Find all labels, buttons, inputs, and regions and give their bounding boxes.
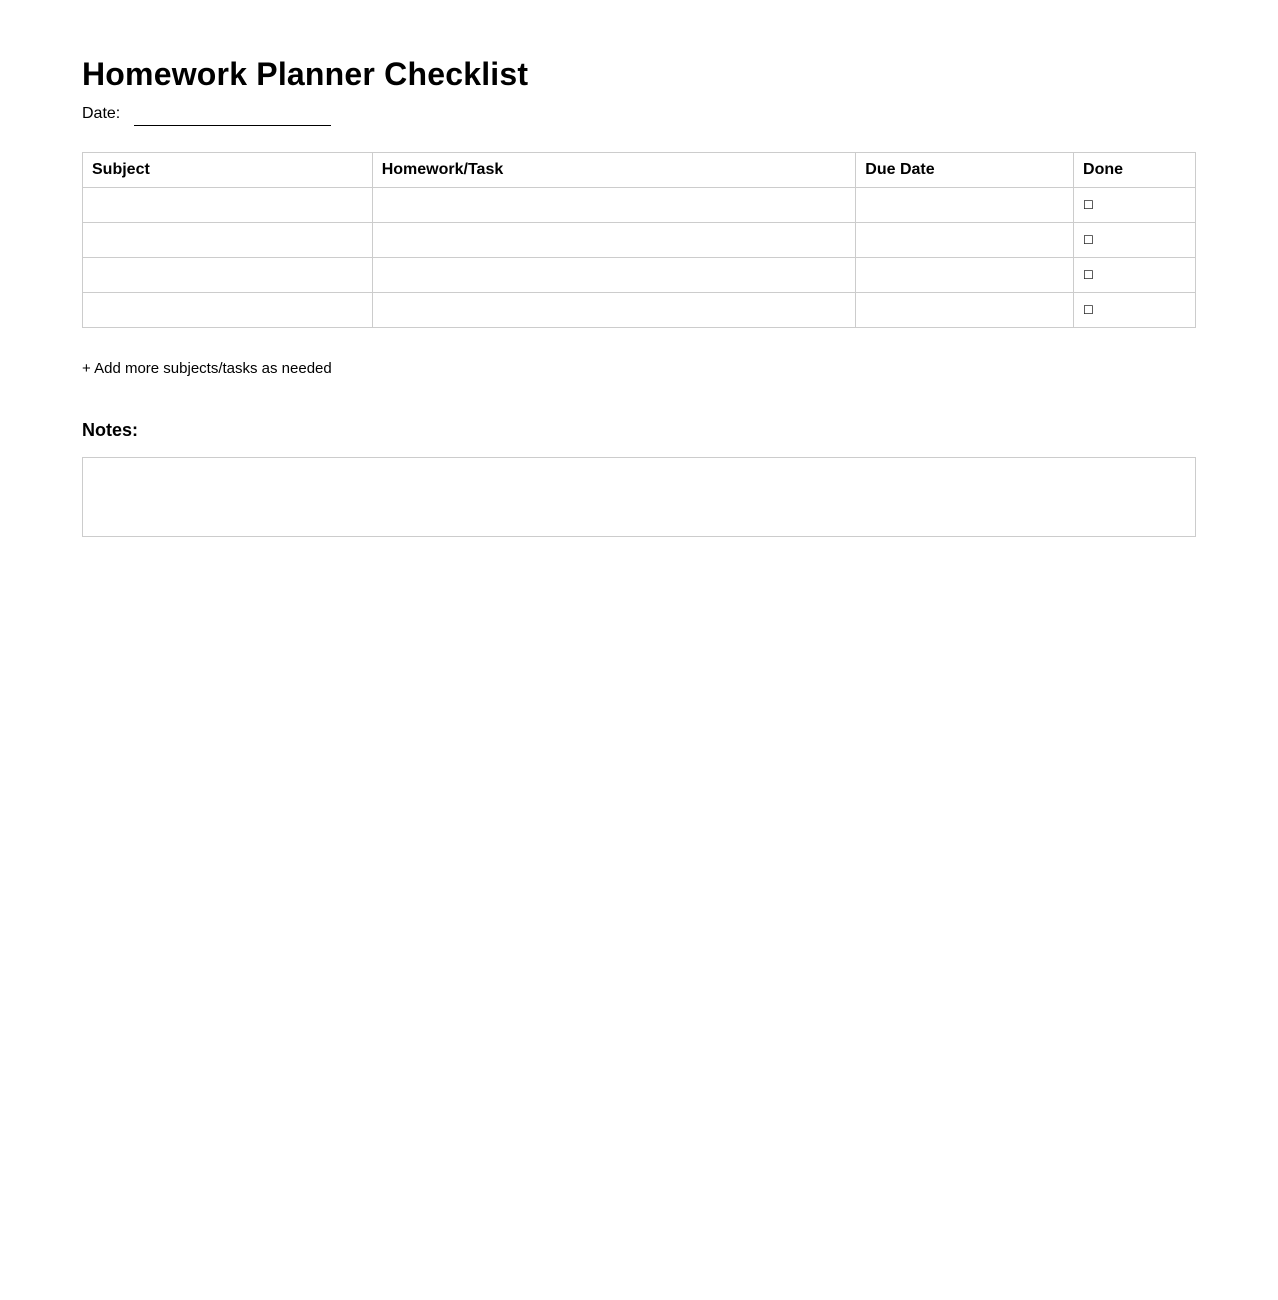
checkbox-icon[interactable]: ☐ xyxy=(1083,233,1094,247)
table-row xyxy=(83,223,1196,258)
homework-table xyxy=(82,152,1196,328)
due-date-cell[interactable] xyxy=(856,258,1074,293)
date-field[interactable] xyxy=(134,108,331,126)
notes-heading: Notes: xyxy=(82,420,139,440)
column-header-task: Homework/Task xyxy=(372,153,856,188)
column-header-subject: Subject xyxy=(83,153,373,188)
column-header-done: Done xyxy=(1074,153,1196,188)
add-more-tasks-link[interactable]: + Add more subjects/tasks as needed xyxy=(82,360,332,377)
checkbox-icon[interactable]: ☐ xyxy=(1083,198,1094,212)
task-cell[interactable] xyxy=(372,293,856,328)
due-date-cell[interactable] xyxy=(856,188,1074,223)
due-date-cell[interactable] xyxy=(856,223,1074,258)
table-header-row xyxy=(83,153,1196,188)
subject-cell[interactable] xyxy=(83,223,373,258)
checkbox-icon[interactable]: ☐ xyxy=(1083,303,1094,317)
page-title: Homework Planner Checklist xyxy=(82,56,529,92)
task-cell[interactable] xyxy=(372,223,856,258)
date-label: Date: xyxy=(82,105,121,122)
task-cell[interactable] xyxy=(372,188,856,223)
task-cell[interactable] xyxy=(372,258,856,293)
done-cell xyxy=(1074,258,1196,293)
notes-textarea[interactable] xyxy=(82,457,1196,537)
done-cell xyxy=(1074,223,1196,258)
table-row xyxy=(83,293,1196,328)
done-cell xyxy=(1074,293,1196,328)
due-date-cell[interactable] xyxy=(856,293,1074,328)
subject-cell[interactable] xyxy=(83,293,373,328)
table-row xyxy=(83,188,1196,223)
date-row xyxy=(82,104,331,124)
done-cell xyxy=(1074,188,1196,223)
column-header-due-date: Due Date xyxy=(856,153,1074,188)
subject-cell[interactable] xyxy=(83,188,373,223)
table-row xyxy=(83,258,1196,293)
checkbox-icon[interactable]: ☐ xyxy=(1083,268,1094,282)
subject-cell[interactable] xyxy=(83,258,373,293)
